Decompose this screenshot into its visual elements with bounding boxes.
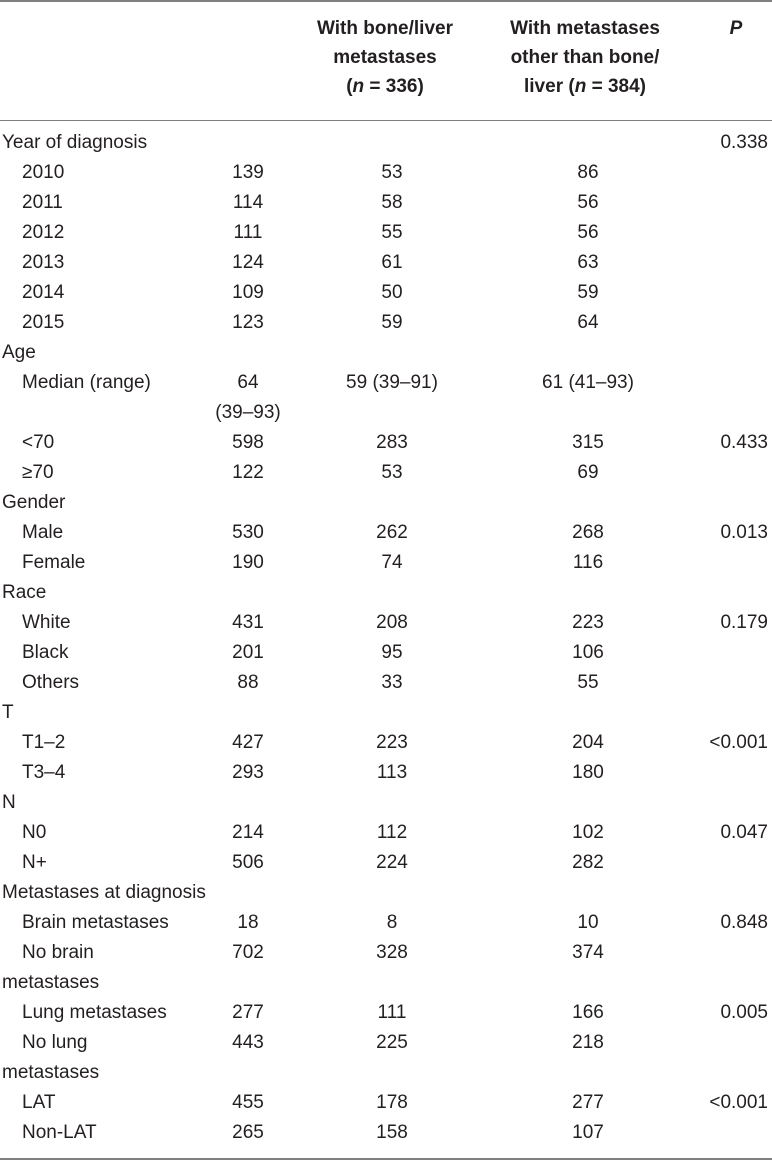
bone-liver-value: 225 [376,1032,408,1053]
row-label: Year of diagnosis [2,132,148,153]
header-bone-liver [290,14,480,101]
table-category-row [0,578,772,608]
bone-liver-value: 95 [381,642,403,663]
total-value: 190 [232,552,264,573]
bone-liver-value: 53 [381,462,403,483]
total-value: 122 [232,462,264,483]
total-cell [198,908,298,938]
table-row [0,998,772,1028]
total-value: 443 [232,1032,264,1053]
total-value: 293 [232,762,264,783]
table-category-row [0,968,772,998]
row-label: Age [2,342,36,363]
p-value: 0.013 [720,522,768,543]
total-value: 109 [232,282,264,303]
total-cell [198,458,298,488]
row-label: No brain [22,942,94,963]
other-metastases-value: 116 [572,552,604,573]
total-cell [198,248,298,278]
table-category-row [0,338,772,368]
other-metastases-value: 86 [577,162,599,183]
row-label: Black [22,642,69,663]
header-other-n [485,72,685,101]
bone-liver-value: 59 (39–91) [346,372,438,393]
table-row [0,308,772,338]
row-label: Median (range) [22,372,151,393]
row-label: 2015 [22,312,65,333]
table-top-rule [0,0,772,2]
table-row [0,548,772,578]
p-value: 0.848 [720,912,768,933]
p-value: 0.433 [720,432,768,453]
row-label: 2012 [22,222,65,243]
other-metastases-value: 107 [572,1122,604,1143]
table-row [0,728,772,758]
table-row [0,818,772,848]
p-value: 0.047 [720,822,768,843]
table-category-row [0,788,772,818]
total-cell [198,638,298,668]
header-bone-liver-line-1: With bone/liver [316,18,453,39]
table-row [0,1088,772,1118]
header-other-line-1: With metastases [510,18,660,39]
table-bottom-rule [0,1158,772,1160]
header-bone-liver-line-2: metastases [333,47,437,68]
total-cell [198,158,298,188]
total-value: 530 [232,522,264,543]
other-metastases-value: 180 [572,762,604,783]
table-row [0,368,772,423]
header-other-n-symbol: n [574,76,587,97]
other-metastases-value: 59 [577,282,599,303]
other-metastases-value: 204 [572,732,604,753]
header-bone-liver-n: (n = 336) [346,76,424,97]
table-row [0,758,772,788]
row-label: 2011 [22,192,63,213]
total-value: 88 [237,672,259,693]
total-value-range: (39–93) [215,402,281,423]
total-value: 201 [232,642,264,663]
bone-liver-value: 208 [376,612,408,633]
total-cell [198,218,298,248]
total-cell [198,938,298,968]
other-metastases-value: 166 [572,1002,604,1023]
table-row [0,1028,772,1058]
header-other-metastases [485,14,685,101]
other-metastases-value: 277 [572,1092,604,1113]
header-bone-liver-n-symbol: n [352,76,365,97]
table-row [0,458,772,488]
total-cell [198,1088,298,1118]
other-metastases-value: 56 [577,222,599,243]
bone-liver-value: 59 [381,312,403,333]
total-value: 18 [237,912,259,933]
other-metastases-value: 63 [577,252,599,273]
total-cell [198,998,298,1028]
other-metastases-value: 268 [572,522,604,543]
total-cell [198,1028,298,1058]
total-value: 114 [232,192,264,213]
table-row [0,188,772,218]
row-label: Non-LAT [22,1122,97,1143]
bone-liver-value: 158 [376,1122,408,1143]
total-value: 124 [232,252,264,273]
other-metastases-value: 55 [577,672,599,693]
total-value: 111 [233,222,263,243]
table-row [0,218,772,248]
table-row [0,428,772,458]
total-value: 427 [232,732,264,753]
header-other-line-2: other than bone/ [510,47,660,68]
row-label: 2010 [22,162,65,183]
row-label: Others [22,672,80,693]
table-row [0,278,772,308]
row-label: metastases [2,1062,100,1083]
header-p-value [700,14,772,43]
other-metastases-value: 69 [577,462,599,483]
row-label: Male [22,522,64,543]
total-cell [198,188,298,218]
total-value: 277 [232,1002,264,1023]
bone-liver-value: 111 [377,1002,407,1023]
other-metastases-value: 56 [577,192,599,213]
table-category-row [0,128,772,158]
row-label: Female [22,552,86,573]
total-cell [198,1118,298,1148]
table-row [0,668,772,698]
bone-liver-value: 74 [381,552,403,573]
other-metastases-value: 218 [572,1032,604,1053]
bone-liver-value: 223 [376,732,408,753]
bone-liver-value: 8 [386,912,398,933]
bone-liver-value: 50 [381,282,403,303]
table-category-row [0,698,772,728]
bone-liver-value: 283 [376,432,408,453]
bone-liver-value: 328 [376,942,408,963]
table-row [0,608,772,638]
row-label: ≥70 [22,462,54,483]
p-value: <0.001 [709,732,768,753]
bone-liver-value: 224 [376,852,408,873]
row-label: Brain metastases [22,912,169,933]
table-row [0,848,772,878]
table-row [0,248,772,278]
bone-liver-value: 113 [376,762,408,783]
bone-liver-value: 262 [376,522,408,543]
total-cell [198,308,298,338]
other-metastases-value: 106 [572,642,604,663]
row-label: Gender [2,492,66,513]
table-row [0,1118,772,1148]
header-other-n-value: = 384) [586,76,646,97]
total-cell [198,728,298,758]
bone-liver-value: 55 [381,222,403,243]
other-metastases-value: 10 [577,912,599,933]
row-label: N [2,792,16,813]
header-p-label: P [729,18,743,39]
total-value: 702 [232,942,264,963]
total-value: 455 [232,1092,264,1113]
row-label: T1–2 [22,732,66,753]
row-label: Metastases at diagnosis [2,882,206,903]
total-cell [198,428,298,458]
other-metastases-value: 223 [572,612,604,633]
total-value: 214 [232,822,264,843]
total-value: 598 [232,432,264,453]
bone-liver-value: 33 [381,672,403,693]
other-metastases-value: 64 [577,312,599,333]
total-value: 64 [237,372,259,393]
bone-liver-value: 178 [376,1092,408,1113]
p-value: 0.005 [720,1002,768,1023]
other-metastases-value: 102 [572,822,604,843]
row-label: N+ [22,852,47,873]
row-label: <70 [22,432,55,453]
total-value: 506 [232,852,264,873]
total-cell [198,518,298,548]
row-label: N0 [22,822,47,843]
total-cell [198,818,298,848]
other-metastases-value: 61 (41–93) [542,372,634,393]
bone-liver-value: 58 [381,192,403,213]
p-value: <0.001 [709,1092,768,1113]
total-cell [198,368,298,428]
row-label: Lung metastases [22,1002,167,1023]
row-label: LAT [22,1092,56,1113]
total-cell [198,608,298,638]
table-row [0,638,772,668]
total-value: 139 [232,162,264,183]
table-row [0,158,772,188]
other-metastases-value: 282 [572,852,604,873]
row-label: T3–4 [22,762,66,783]
total-value: 431 [232,612,264,633]
p-value: 0.338 [720,132,768,153]
row-label: 2013 [22,252,65,273]
row-label: No lung [22,1032,88,1053]
table-row [0,518,772,548]
bone-liver-value: 112 [376,822,408,843]
total-cell [198,548,298,578]
total-cell [198,278,298,308]
total-cell [198,668,298,698]
total-value: 265 [232,1122,264,1143]
total-cell [198,758,298,788]
row-label: metastases [2,972,100,993]
table-row [0,938,772,968]
row-label: T [2,702,14,723]
header-other-line-3-prefix: liver ( [524,76,575,97]
table-row [0,908,772,938]
total-cell [198,848,298,878]
table-category-row [0,488,772,518]
bone-liver-value: 53 [381,162,403,183]
header-rule [0,120,772,121]
table-category-row [0,1058,772,1088]
other-metastases-value: 374 [572,942,604,963]
p-value: 0.179 [720,612,768,633]
table-category-row [0,878,772,908]
row-label: Race [2,582,47,603]
other-metastases-value: 315 [572,432,604,453]
row-label: White [22,612,71,633]
header-bone-liver-n-value: = 336) [364,76,424,97]
total-value: 123 [232,312,264,333]
row-label: 2014 [22,282,65,303]
bone-liver-value: 61 [381,252,403,273]
